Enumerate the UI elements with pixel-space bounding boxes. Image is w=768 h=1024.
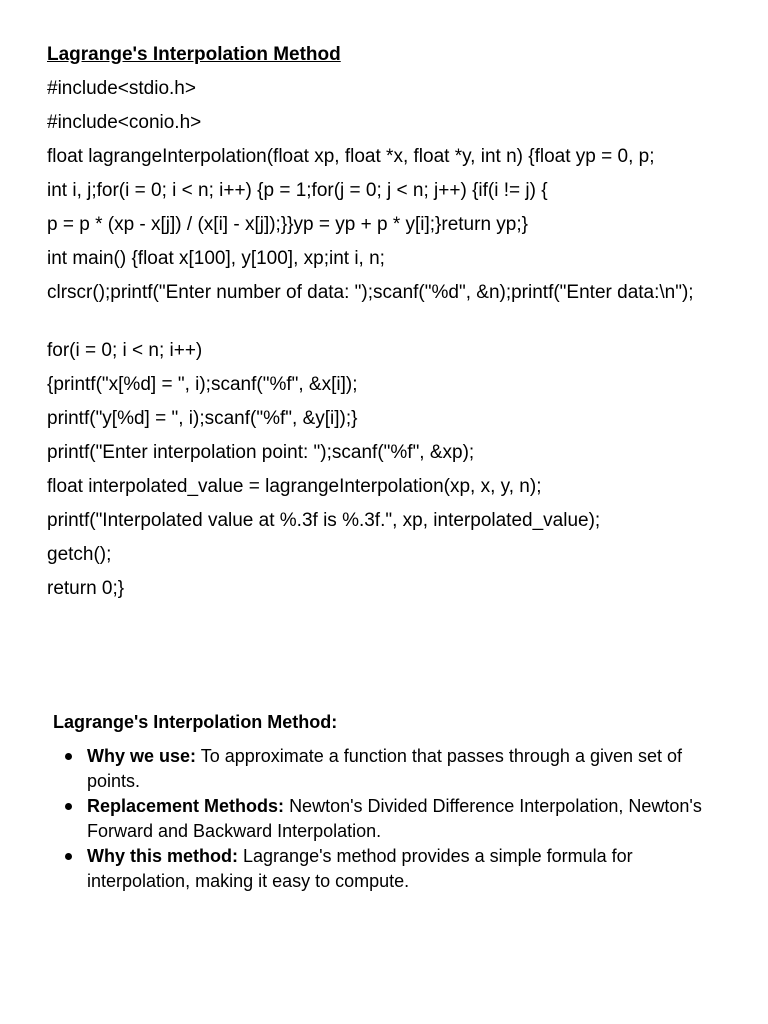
bullet-dot-icon xyxy=(65,803,72,810)
code-line-function-signature: float lagrangeInterpolation(float xp, float *x, float *y, int n) {float yp = 0, p; xyxy=(47,146,655,167)
bullet-term: Why we use: xyxy=(87,746,197,766)
code-line-include-conio: #include<conio.h> xyxy=(47,112,202,133)
bullet-why-we-use xyxy=(53,744,733,794)
summary-bullet-list xyxy=(53,744,733,894)
code-line-product: p = p * (xp - x[j]) / (x[i] - x[j]);}}yp = yp + p * y[i];}return yp;} xyxy=(47,214,528,235)
bullet-text: Newton's Divided Difference Interpolation, Newton's Forward and Backward Interpolation. xyxy=(87,796,702,841)
code-line-compute: float interpolated_value = lagrangeInterpolation(xp, x, y, n); xyxy=(47,476,542,497)
code-line-include-stdio: #include<stdio.h> xyxy=(47,78,196,99)
bullet-term: Why this method: xyxy=(87,846,238,866)
document-title: Lagrange's Interpolation Method xyxy=(47,44,341,65)
bullet-dot-icon xyxy=(65,853,72,860)
bullet-text: Lagrange's method provides a simple formula for interpolation, making it easy to compute. xyxy=(87,846,633,891)
code-line-read-x: {printf("x[%d] = ", i);scanf("%f", &x[i]); xyxy=(47,374,358,395)
code-line-loops: int i, j;for(i = 0; i < n; i++) {p = 1;for(j = 0; j < n; j++) {if(i != j) { xyxy=(47,180,548,201)
code-line-clrscr: clrscr();printf("Enter number of data: ");scanf("%d", &n);printf("Enter data:\n"); xyxy=(47,282,694,303)
summary-heading: Lagrange's Interpolation Method: xyxy=(53,712,338,732)
code-line-read-point: printf("Enter interpolation point: ");scanf("%f", &xp); xyxy=(47,442,475,463)
bullet-replacement-methods xyxy=(53,794,733,844)
bullet-text: To approximate a function that passes through a given set of points. xyxy=(87,746,683,791)
code-line-print-result: printf("Interpolated value at %.3f is %.3f.", xp, interpolated_value); xyxy=(47,510,601,531)
bullet-term: Replacement Methods: xyxy=(87,796,285,816)
code-line-read-y: printf("y[%d] = ", i);scanf("%f", &y[i]);} xyxy=(47,408,358,429)
bullet-dot-icon xyxy=(65,753,72,760)
code-line-main: int main() {float x[100], y[100], xp;int i, n; xyxy=(47,248,385,269)
code-line-getch: getch(); xyxy=(47,544,112,565)
code-line-for-loop: for(i = 0; i < n; i++) xyxy=(47,340,203,361)
bullet-why-this-method xyxy=(53,844,733,894)
code-line-return: return 0;} xyxy=(47,578,125,599)
